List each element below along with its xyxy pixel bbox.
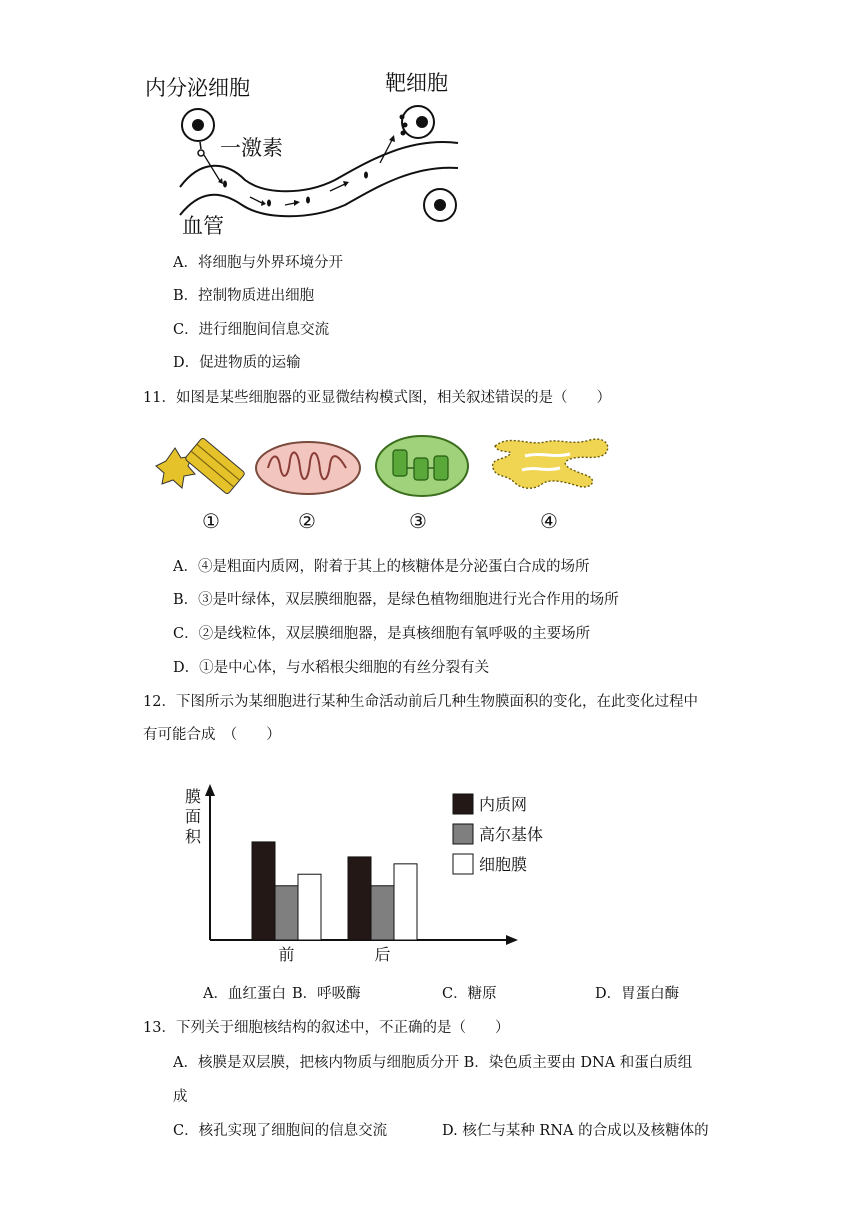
membrane-area-chart [180, 780, 544, 970]
y-axis-label-1: 膜 [185, 787, 202, 806]
bar-before-2 [298, 874, 321, 940]
centrosome-icon [156, 437, 245, 494]
q12-option-b: B．呼吸酶 [292, 986, 361, 1002]
bar-after-1 [371, 886, 394, 940]
other-cell [424, 189, 456, 221]
label-4: ④ [540, 509, 558, 533]
target-cell [400, 106, 435, 138]
q11-option-d: D．①是中心体，与水稻根尖细胞的有丝分裂有关 [173, 660, 490, 676]
x-axis-arrow [506, 935, 518, 945]
legend-swatch [453, 794, 473, 814]
chloroplast-icon [376, 436, 468, 496]
q12-stem-line2: 有可能合成 （ ） [143, 727, 281, 743]
bar-before-0 [252, 842, 275, 940]
hormone-label: 一激素 [220, 136, 283, 160]
legend-label: 内质网 [479, 795, 528, 814]
q13-option-d: D. 核仁与某种 RNA 的合成以及核糖体的 [442, 1123, 709, 1139]
y-axis-label-3: 积 [185, 827, 202, 846]
bar-after-2 [394, 864, 417, 940]
blood-vessel-label: 血管 [182, 214, 224, 238]
q13-option-ab: A．核膜是双层膜，把核内物质与细胞质分开 B．染色质主要由 DNA 和蛋白质组 [173, 1055, 693, 1071]
x-tick-label: 后 [374, 945, 391, 964]
bar-after-0 [348, 857, 371, 940]
x-tick-label: 前 [278, 945, 295, 964]
legend-label: 细胞膜 [479, 855, 528, 874]
bar-before-1 [275, 886, 298, 940]
q12-stem-line1: 12．下图所示为某细胞进行某种生命活动前后几种生物膜面积的变化，在此变化过程中 [143, 694, 698, 710]
q10-option-a: A．将细胞与外界环境分开 [173, 255, 343, 271]
q10-option-c: C．进行细胞间信息交流 [173, 322, 330, 338]
q11-stem: 11．如图是某些细胞器的亚显微结构模式图，相关叙述错误的是（ ） [143, 390, 611, 406]
q12-option-d: D．胃蛋白酶 [595, 986, 680, 1002]
label-1: ① [202, 509, 220, 533]
q11-option-b: B．③是叶绿体，双层膜细胞器，是绿色植物细胞进行光合作用的场所 [173, 592, 619, 608]
q10-option-d: D．促进物质的运输 [173, 355, 301, 371]
endocrine-cell [182, 109, 214, 141]
q12-option-c: C．糖原 [442, 986, 497, 1002]
mitochondrion-icon [256, 442, 360, 494]
q13-option-b-cont: 成 [173, 1089, 188, 1105]
legend-label: 高尔基体 [479, 825, 544, 844]
q12-option-a: A．血红蛋白 [203, 986, 286, 1002]
vessel-lower-wall [180, 168, 458, 217]
organelles-figure [150, 428, 620, 538]
legend-swatch [453, 854, 473, 874]
legend-swatch [453, 824, 473, 844]
label-3: ③ [409, 509, 427, 533]
rough-er-icon [493, 439, 608, 488]
q13-option-c: C．核孔实现了细胞间的信息交流 [173, 1123, 388, 1139]
hormone-transport-figure [140, 65, 470, 245]
y-axis-label-2: 面 [185, 807, 202, 826]
y-axis-arrow [205, 784, 215, 796]
q11-option-a: A．④是粗面内质网，附着于其上的核糖体是分泌蛋白合成的场所 [173, 559, 590, 575]
q13-stem: 13．下列关于细胞核结构的叙述中，不正确的是（ ） [143, 1020, 510, 1036]
label-2: ② [298, 509, 316, 533]
q11-option-c: C．②是线粒体，双层膜细胞器，是真核细胞有氧呼吸的主要场所 [173, 626, 591, 642]
q10-option-b: B．控制物质进出细胞 [173, 288, 315, 304]
target-cell-label: 靶细胞 [385, 71, 448, 95]
endocrine-cell-label: 内分泌细胞 [145, 76, 250, 100]
